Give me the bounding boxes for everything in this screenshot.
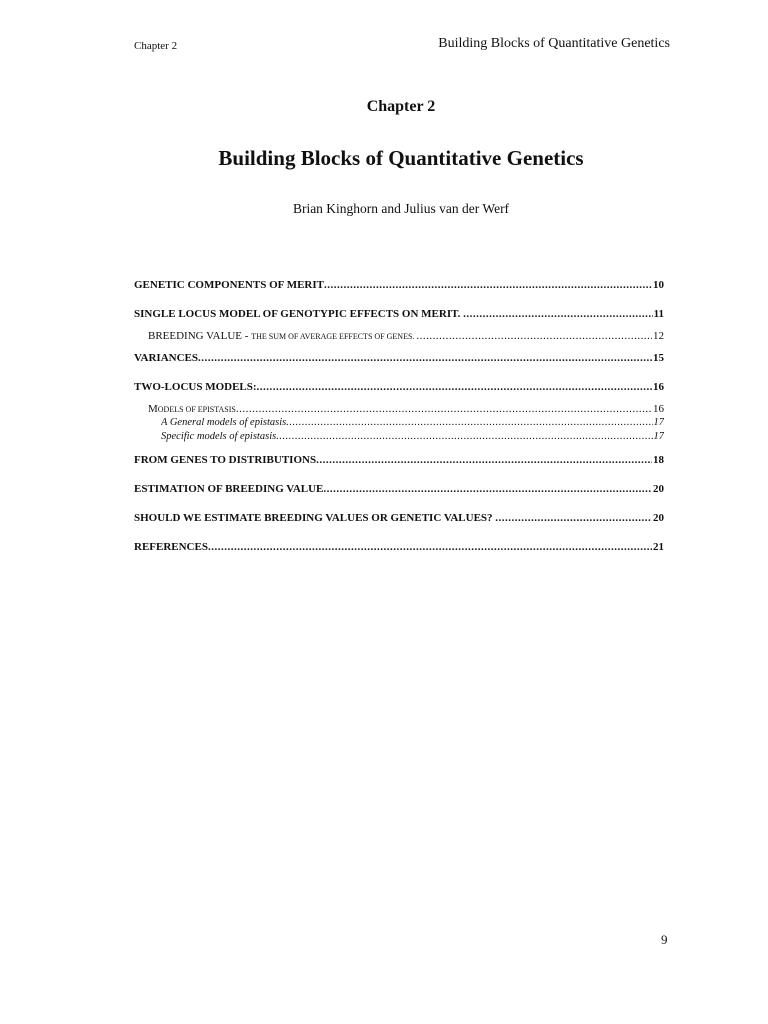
toc-leader-dots <box>198 352 652 364</box>
toc-leader-dots <box>236 403 652 415</box>
toc-leader-dots <box>463 308 652 320</box>
toc-label <box>148 330 416 342</box>
toc-leader-dots <box>324 279 652 291</box>
toc-entry-models-of-epistasis[interactable] <box>148 403 664 415</box>
toc-leader-dots <box>323 483 652 495</box>
toc-page-number: 10 <box>653 279 664 291</box>
toc-page-number: 15 <box>653 352 664 364</box>
toc-leader-dots <box>208 541 652 553</box>
toc-entry-genetic-components[interactable] <box>134 279 664 291</box>
toc-entry-two-locus[interactable] <box>134 381 664 393</box>
toc-label-rest: ODELS OF EPISTASIS <box>157 405 236 414</box>
toc-entry-estimation[interactable] <box>134 483 664 495</box>
toc-page-number: 17 <box>653 431 664 442</box>
toc-entry-references[interactable] <box>134 541 664 553</box>
header-chapter: Chapter 2 <box>134 40 178 52</box>
toc-page-number: 18 <box>653 454 664 466</box>
toc-label: TWO-LOCUS MODELS: <box>134 381 257 393</box>
toc-label: Specific models of epistasis <box>161 431 277 442</box>
toc-page-number: 11 <box>653 308 664 320</box>
toc-page-number: 21 <box>653 541 664 553</box>
toc-leader-dots <box>316 454 652 466</box>
toc-label-main: BREEDING VALUE - <box>148 330 252 342</box>
toc-entry-genes-to-distributions[interactable] <box>134 454 664 466</box>
toc-label: SHOULD WE ESTIMATE BREEDING VALUES OR GENETIC VALUES? <box>134 512 496 524</box>
toc-page-number: 20 <box>653 483 664 495</box>
toc-page-number: 20 <box>653 512 664 524</box>
toc-leader-dots <box>276 431 652 442</box>
toc-label-initial: M <box>148 403 158 415</box>
toc-label: A General models of epistasis <box>161 417 287 428</box>
toc-leader-dots <box>286 417 652 428</box>
toc-entry-single-locus[interactable] <box>134 308 664 320</box>
toc-entry-general-models[interactable] <box>161 417 664 428</box>
toc-label-sub: THE SUM OF AVERAGE EFFECTS OF GENES. <box>251 332 417 341</box>
toc-page-number: 17 <box>653 417 664 428</box>
toc-page-number: 12 <box>653 330 664 342</box>
chapter-title: Building Blocks of Quantitative Genetics <box>218 146 584 170</box>
toc-label: FROM GENES TO DISTRIBUTIONS <box>134 454 317 466</box>
toc-label: GENETIC COMPONENTS OF MERIT <box>134 279 324 291</box>
authors: Brian Kinghorn and Julius van der Werf <box>292 201 510 216</box>
page-number: 9 <box>661 932 668 947</box>
toc-label: REFERENCES <box>134 541 208 553</box>
header-book-title: Building Blocks of Quantitative Genetics <box>438 36 670 51</box>
toc-leader-dots <box>416 330 652 342</box>
toc-label <box>148 403 236 415</box>
chapter-label: Chapter 2 <box>366 98 436 115</box>
toc-page-number: 16 <box>653 403 664 415</box>
toc-label: VARIANCES <box>134 352 198 364</box>
toc-entry-specific-models[interactable] <box>161 431 664 442</box>
toc-leader-dots <box>257 381 652 393</box>
toc-label: ESTIMATION OF BREEDING VALUE <box>134 483 324 495</box>
toc-page-number: 16 <box>653 381 664 393</box>
toc-leader-dots <box>495 512 652 524</box>
toc-entry-breeding-value[interactable] <box>148 330 664 342</box>
toc-label: SINGLE LOCUS MODEL OF GENOTYPIC EFFECTS ON MERIT. <box>134 308 464 320</box>
toc-entry-variances[interactable] <box>134 352 664 364</box>
toc-entry-should-we[interactable] <box>134 512 664 524</box>
